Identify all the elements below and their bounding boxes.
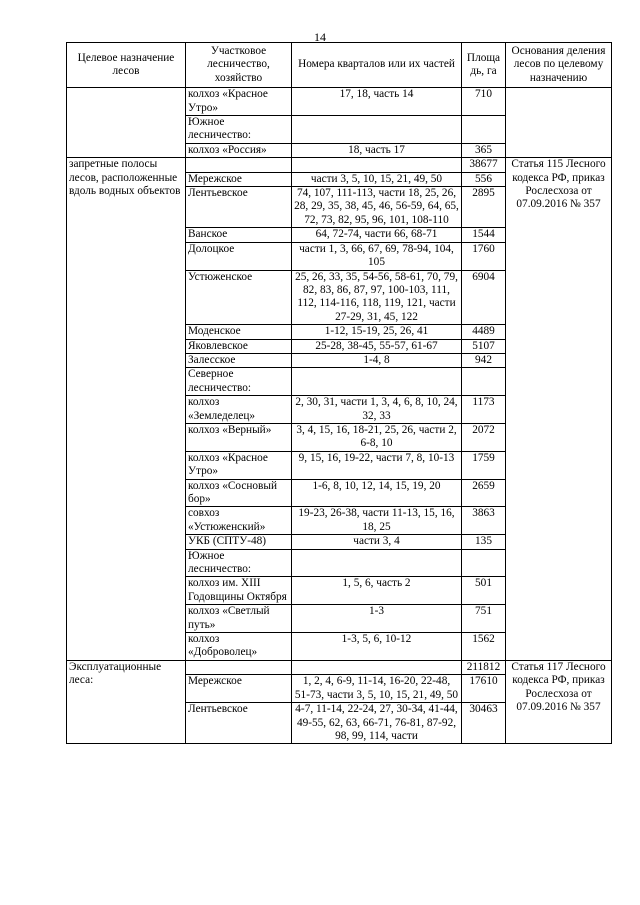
district-cell: Южное лесничество: [186, 116, 292, 144]
area-cell: 30463 [462, 703, 506, 744]
basis-cell [506, 88, 612, 158]
page-number: 14 [314, 30, 326, 44]
basis-cell: Статья 117 Лесного кодекса РФ, приказ Рослесхоза от 07.09.2016 № 357 [506, 660, 612, 743]
area-cell: 211812 [462, 660, 506, 674]
area-cell: 710 [462, 88, 506, 116]
blocks-cell: части 3, 4 [292, 535, 462, 549]
header-blocks: Номера кварталов или их частей [292, 43, 462, 88]
area-cell: 751 [462, 605, 506, 633]
district-cell: колхоз им. XIII Годовщины Октября [186, 577, 292, 605]
forest-purpose-table [66, 42, 612, 744]
area-cell: 556 [462, 172, 506, 186]
area-cell: 135 [462, 535, 506, 549]
area-cell: 6904 [462, 270, 506, 325]
area-cell: 1173 [462, 396, 506, 424]
basis-cell: Статья 115 Лесного кодекса РФ, приказ Рослесхоза от 07.09.2016 № 357 [506, 158, 612, 661]
area-cell [462, 549, 506, 577]
district-cell: колхоз «Верный» [186, 423, 292, 451]
area-cell: 2659 [462, 479, 506, 507]
area-cell: 4489 [462, 325, 506, 339]
district-cell: Долоцкое [186, 242, 292, 270]
district-cell: Залесское [186, 353, 292, 367]
table-row [67, 88, 612, 116]
blocks-cell [292, 116, 462, 144]
table-row [67, 158, 612, 172]
district-cell: Южное лесничество: [186, 549, 292, 577]
blocks-cell: 1-12, 15-19, 25, 26, 41 [292, 325, 462, 339]
blocks-cell [292, 660, 462, 674]
district-cell: УКБ (СПТУ-48) [186, 535, 292, 549]
district-cell: Мережское [186, 675, 292, 703]
blocks-cell: 25-28, 38-45, 55-57, 61-67 [292, 339, 462, 353]
area-cell: 2895 [462, 187, 506, 228]
area-cell: 942 [462, 353, 506, 367]
blocks-cell: части 1, 3, 66, 67, 69, 78-94, 104, 105 [292, 242, 462, 270]
district-cell: колхоз «Доброволец» [186, 633, 292, 661]
district-cell [186, 158, 292, 172]
area-cell: 501 [462, 577, 506, 605]
district-cell [186, 660, 292, 674]
district-cell: колхоз «Красное Утро» [186, 88, 292, 116]
purpose-cell: Эксплуатационные леса: [67, 660, 186, 743]
blocks-cell: 1, 5, 6, часть 2 [292, 577, 462, 605]
table-header-row [67, 43, 612, 88]
district-cell: колхоз «Сосновый бор» [186, 479, 292, 507]
blocks-cell: 1-4, 8 [292, 353, 462, 367]
header-basis: Основания деления лесов по целевому назначению [506, 43, 612, 88]
blocks-cell: 1-6, 8, 10, 12, 14, 15, 19, 20 [292, 479, 462, 507]
blocks-cell: 18, часть 17 [292, 143, 462, 157]
blocks-cell: 64, 72-74, части 66, 68-71 [292, 228, 462, 242]
blocks-cell: 1, 2, 4, 6-9, 11-14, 16-20, 22-48, 51-73, части 3, 5, 10, 15, 21, 49, 50 [292, 675, 462, 703]
header-area: Площа дь, га [462, 43, 506, 88]
district-cell: колхоз «Светлый путь» [186, 605, 292, 633]
area-cell [462, 116, 506, 144]
district-cell: Лентьевское [186, 187, 292, 228]
area-cell: 3863 [462, 507, 506, 535]
purpose-cell: запретные полосы лесов, расположенные вдоль водных объектов [67, 158, 186, 661]
district-cell: Ванское [186, 228, 292, 242]
area-cell: 38677 [462, 158, 506, 172]
district-cell: Устюженское [186, 270, 292, 325]
district-cell: колхоз «Красное Утро» [186, 451, 292, 479]
table-row [67, 660, 612, 674]
blocks-cell: 25, 26, 33, 35, 54-56, 58-61, 70, 79, 82, 83, 86, 87, 97, 100-103, 111, 112, 114-116, 118, 119, 121, части 27-29, 31, 45, 122 [292, 270, 462, 325]
blocks-cell: 3, 4, 15, 16, 18-21, 25, 26, части 2, 6-8, 10 [292, 423, 462, 451]
header-district: Участковое лесничество, хозяйство [186, 43, 292, 88]
area-cell: 1562 [462, 633, 506, 661]
blocks-cell [292, 158, 462, 172]
district-cell: Яковлевское [186, 339, 292, 353]
purpose-cell [67, 88, 186, 158]
blocks-cell: 4-7, 11-14, 22-24, 27, 30-34, 41-44, 49-55, 62, 63, 66-71, 76-81, 87-92, 98, 99, 114, части [292, 703, 462, 744]
area-cell: 17610 [462, 675, 506, 703]
district-cell: колхоз «Земледелец» [186, 396, 292, 424]
blocks-cell: 2, 30, 31, части 1, 3, 4, 6, 8, 10, 24, 32, 33 [292, 396, 462, 424]
district-cell: колхоз «Россия» [186, 143, 292, 157]
area-cell: 2072 [462, 423, 506, 451]
header-purpose: Целевое назначение лесов [67, 43, 186, 88]
blocks-cell [292, 368, 462, 396]
blocks-cell: 74, 107, 111-113, части 18, 25, 26, 28, 29, 35, 38, 45, 46, 56-59, 64, 65, 72, 73, 82, 95, 96, 101, 108-110 [292, 187, 462, 228]
area-cell: 1544 [462, 228, 506, 242]
district-cell: совхоз «Устюженский» [186, 507, 292, 535]
district-cell: Лентьевское [186, 703, 292, 744]
blocks-cell: 9, 15, 16, 19-22, части 7, 8, 10-13 [292, 451, 462, 479]
area-cell: 5107 [462, 339, 506, 353]
area-cell [462, 368, 506, 396]
blocks-cell: 1-3, 5, 6, 10-12 [292, 633, 462, 661]
blocks-cell: части 3, 5, 10, 15, 21, 49, 50 [292, 172, 462, 186]
district-cell: Северное лесничество: [186, 368, 292, 396]
area-cell: 1760 [462, 242, 506, 270]
district-cell: Мережское [186, 172, 292, 186]
area-cell: 1759 [462, 451, 506, 479]
area-cell: 365 [462, 143, 506, 157]
blocks-cell: 19-23, 26-38, части 11-13, 15, 16, 18, 25 [292, 507, 462, 535]
table-body [67, 88, 612, 744]
blocks-cell [292, 549, 462, 577]
blocks-cell: 17, 18, часть 14 [292, 88, 462, 116]
blocks-cell: 1-3 [292, 605, 462, 633]
district-cell: Моденское [186, 325, 292, 339]
